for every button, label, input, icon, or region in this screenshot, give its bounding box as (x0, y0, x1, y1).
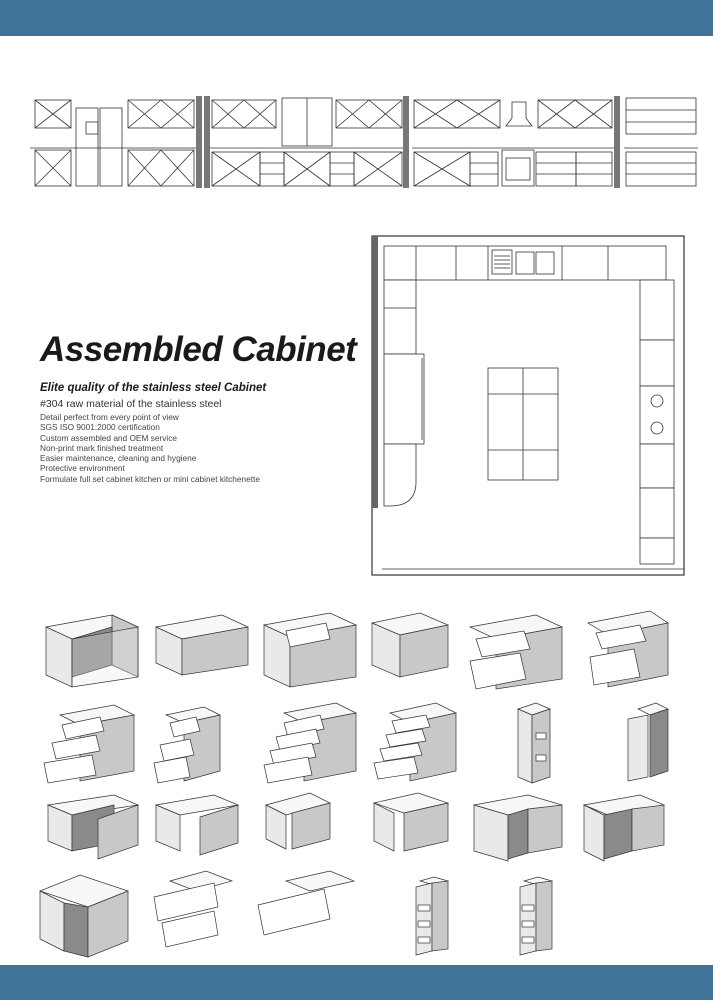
kitchen-floor-plan (370, 234, 690, 579)
wall-cabinet-corner-a (266, 793, 330, 849)
feature-item: Formulate full set cabinet kitchen or mini cabinet kitchenette (40, 473, 260, 484)
elevation-panel-1 (30, 96, 202, 188)
cabinet-drawer-stack-c (264, 703, 356, 783)
tall-pantry-a (416, 877, 448, 955)
cabinet-base-single (372, 613, 448, 677)
feature-item: Non-print mark finished treatment (40, 442, 164, 453)
cabinet-tall-open (518, 703, 550, 783)
cabinet-base-open (46, 615, 138, 687)
wall-cabinet-lift-up-a (154, 871, 232, 947)
cabinet-base-door (156, 615, 248, 675)
feature-item: SGS ISO 9001:2000 certification (40, 422, 160, 433)
wall-cabinet-shelves-b (584, 795, 664, 861)
bottom-footer-band (0, 965, 713, 1000)
wall-cabinet-corner-b (374, 793, 448, 851)
elevation-panel-3 (412, 96, 620, 188)
elevation-panel-4 (624, 98, 698, 186)
wall-cabinet-open-a (48, 795, 138, 859)
cabinet-catalog (0, 605, 713, 960)
page-title: Assembled Cabinet (40, 330, 357, 369)
cabinet-drawer-stack-d (374, 703, 456, 781)
feature-item: Custom assembled and OEM service (40, 432, 177, 443)
wall-cabinet-lift-up-b (258, 871, 354, 935)
feature-item: Easier maintenance, cleaning and hygiene (40, 453, 197, 464)
cabinet-drawer-stack-a (44, 705, 134, 783)
tall-pantry-b (520, 877, 552, 955)
subtitle: Elite quality of the stainless steel Cabinet (40, 382, 267, 394)
cabinet-base-two-drawers (470, 615, 562, 689)
top-header-band (0, 0, 713, 36)
material-line: #304 raw material of the stainless steel (40, 398, 222, 410)
cabinet-drawer-stack-b (154, 707, 220, 783)
cabinet-base-three-drawers (588, 611, 668, 687)
cabinet-base-drawer (264, 613, 356, 687)
kitchen-elevations-drawing (0, 92, 713, 202)
corner-wall-cabinet (40, 875, 128, 957)
feature-item: Protective environment (40, 463, 125, 474)
wall-cabinet-shelves-a (474, 795, 562, 861)
cabinet-tall-panel (628, 703, 668, 781)
feature-item: Detail perfect from every point of view (40, 412, 179, 422)
elevation-panel-2 (204, 96, 409, 188)
feature-list (40, 412, 260, 484)
wall-cabinet-open-b (156, 795, 238, 855)
